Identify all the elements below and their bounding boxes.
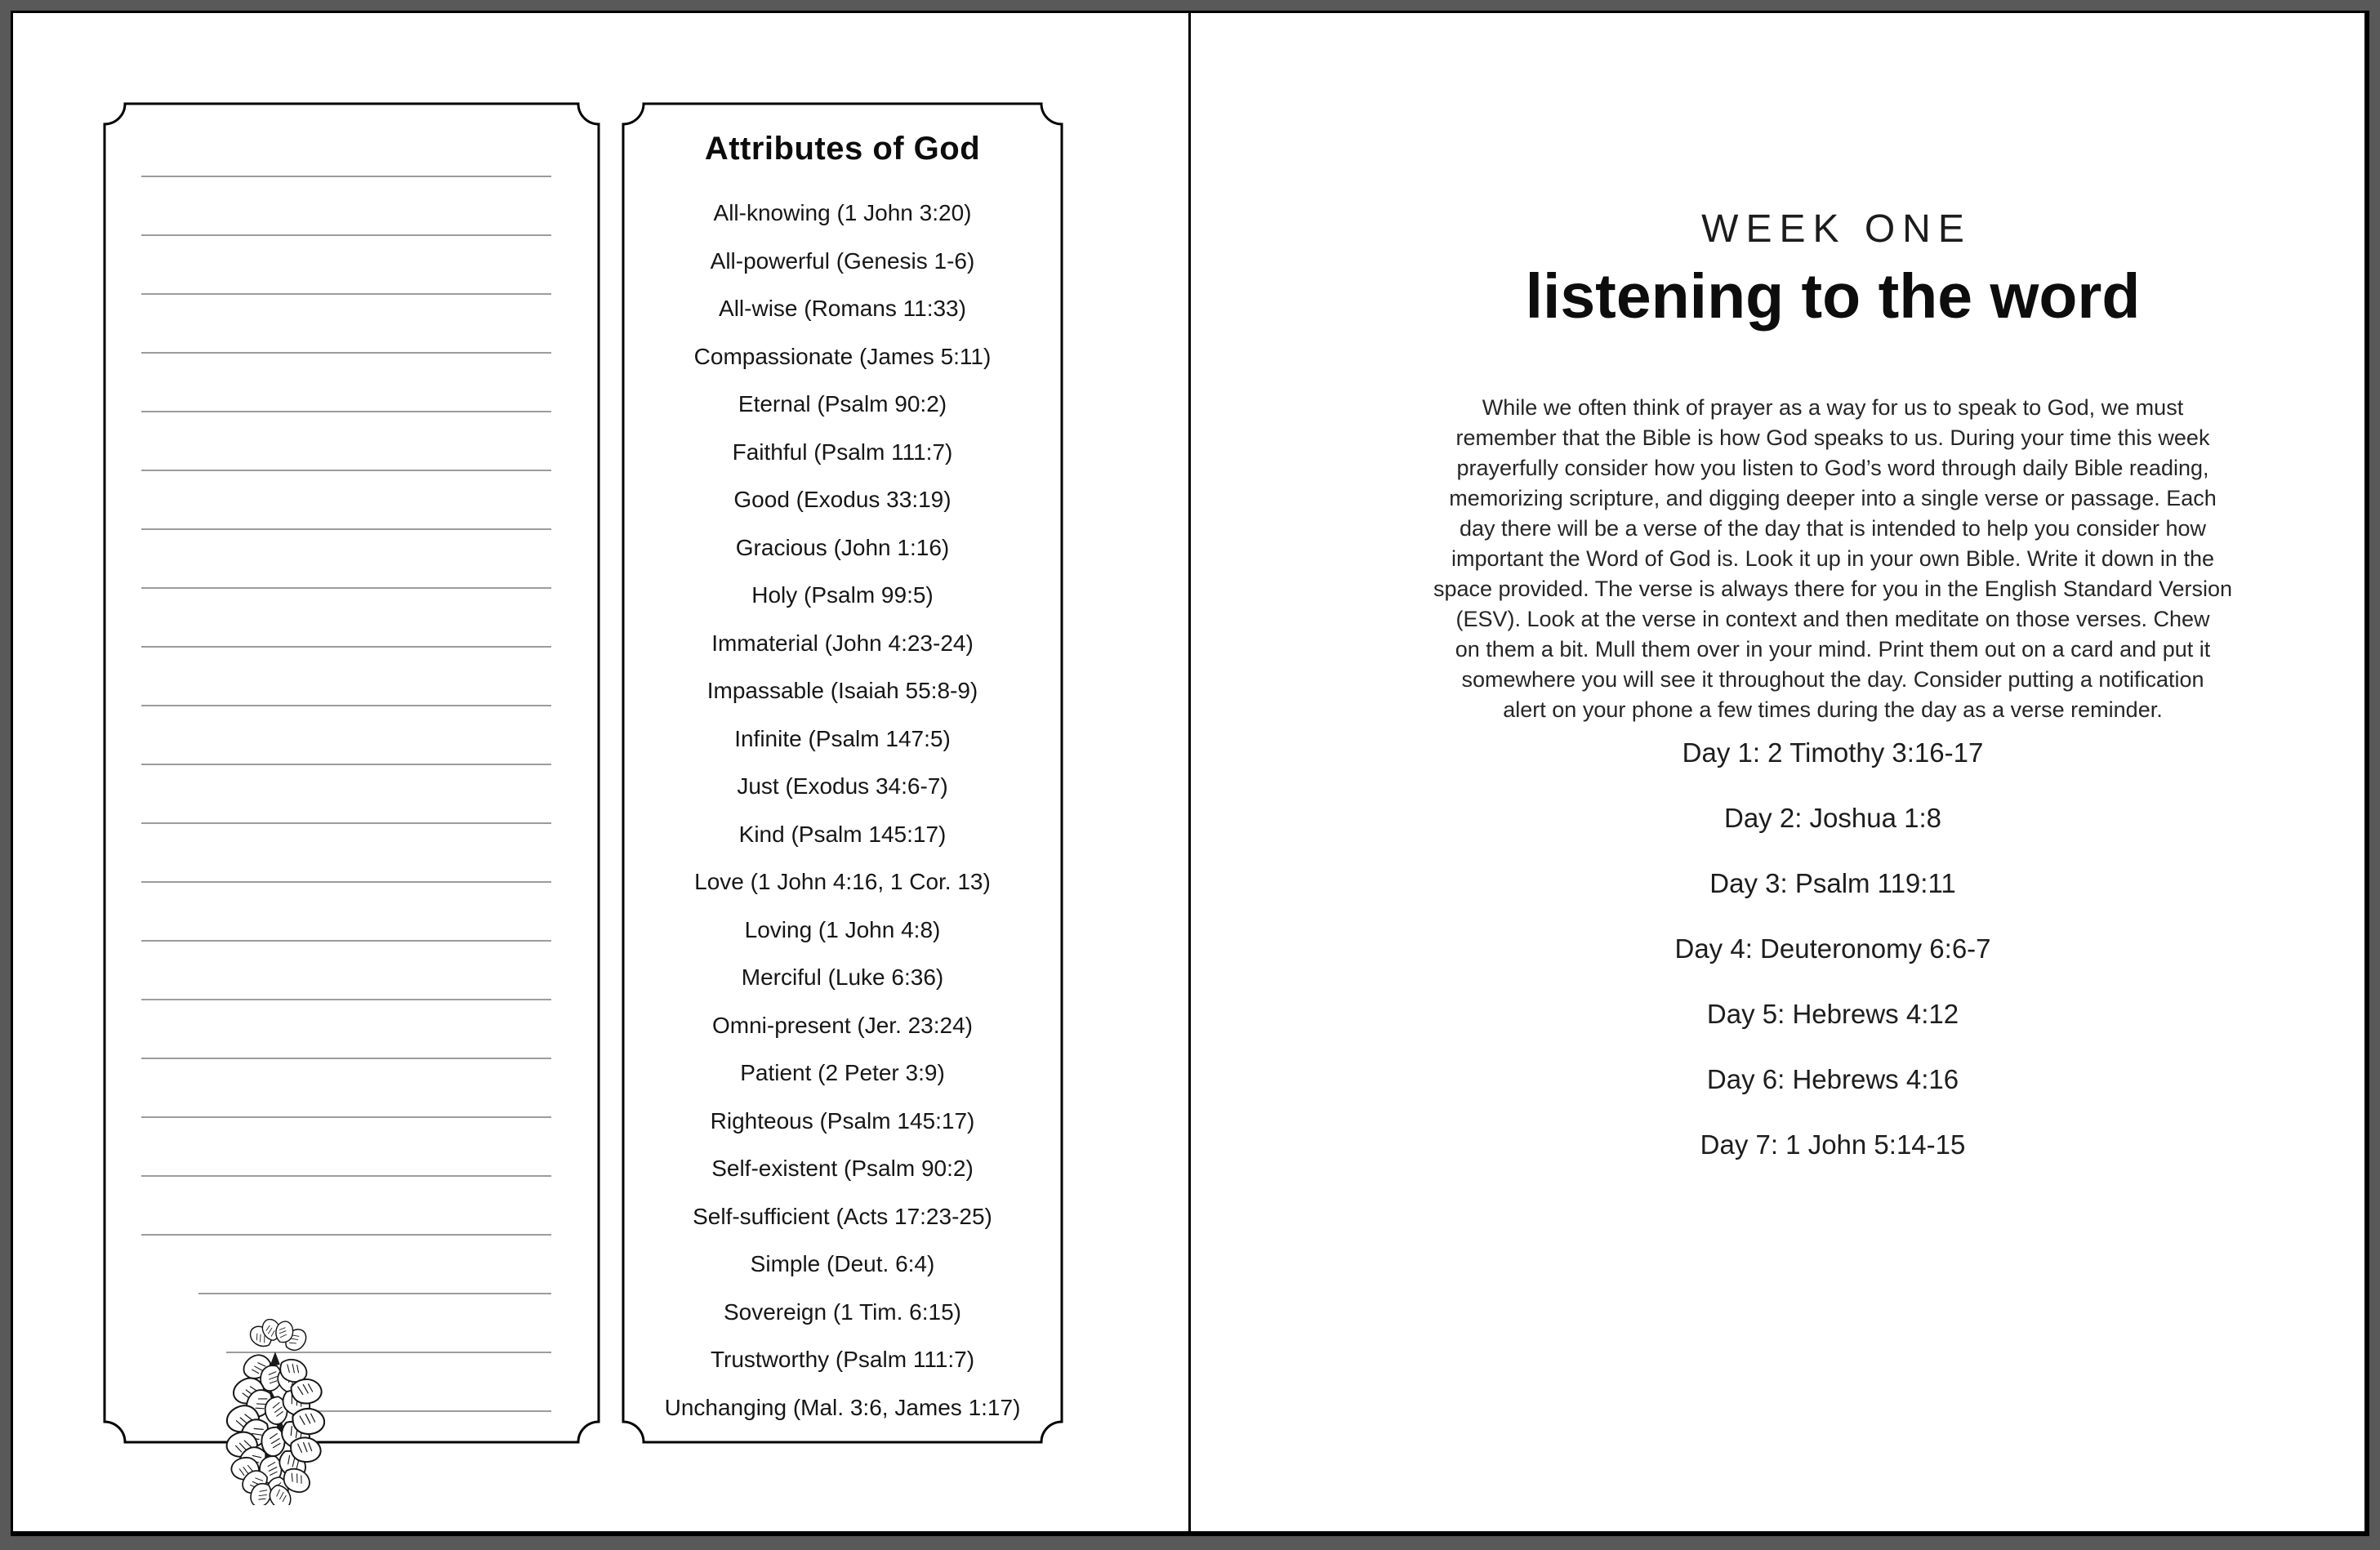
- attribute-item: All-wise (Romans 11:33): [719, 296, 966, 322]
- attribute-item: Immaterial (John 4:23-24): [711, 630, 974, 656]
- day-item: Day 5: Hebrews 4:12: [1706, 999, 1959, 1029]
- ruled-line: [141, 881, 551, 940]
- attribute-item: Merciful (Luke 6:36): [741, 964, 944, 991]
- day-item: Day 3: Psalm 119:11: [1709, 868, 1956, 898]
- intro-line: (ESV). Look at the verse in context and then meditate on those verses. Chew: [1455, 607, 2210, 631]
- ruled-line: [141, 1058, 551, 1116]
- ruled-line: [141, 705, 551, 764]
- ruled-line: [141, 293, 551, 352]
- attribute-item: All-powerful (Genesis 1-6): [710, 247, 975, 274]
- ruled-line: [141, 470, 551, 528]
- attribute-item: Unchanging (Mal. 3:6, James 1:17): [664, 1394, 1021, 1420]
- intro-line: space provided. The verse is always there for you in the English Standard Version: [1433, 577, 2233, 601]
- ruled-line: [141, 411, 551, 470]
- intro-line: prayerfully consider how you listen to God’s word through daily Bible reading,: [1456, 456, 2209, 480]
- attribute-item: All-knowing (1 John 3:20): [713, 200, 972, 226]
- pinecone-illustration: [212, 1319, 325, 1505]
- ruled-line: [141, 940, 551, 999]
- attribute-item: Patient (2 Peter 3:9): [740, 1060, 945, 1086]
- day-item: Day 1: 2 Timothy 3:16-17: [1682, 737, 1984, 768]
- intro-line: remember that the Bible is how God speaks to us. During your time this week: [1455, 425, 2210, 450]
- notes-panel: [105, 104, 599, 1442]
- attribute-item: Simple (Deut. 6:4): [750, 1251, 935, 1277]
- attribute-item: Gracious (John 1:16): [735, 534, 950, 560]
- intro-line: While we often think of prayer as a way for us to speak to God, we must: [1482, 395, 2184, 420]
- attribute-item: Eternal (Psalm 90:2): [738, 391, 947, 417]
- book-spread: [11, 11, 2369, 1536]
- attribute-item: Impassable (Isaiah 55:8-9): [706, 678, 978, 704]
- attribute-item: Love (1 John 4:16, 1 Cor. 13): [694, 869, 991, 895]
- ruled-line: [141, 176, 551, 234]
- attribute-item: Self-existent (Psalm 90:2): [711, 1156, 974, 1182]
- ruled-lines: [141, 176, 551, 1469]
- ruled-line: [141, 528, 551, 587]
- attribute-item: Sovereign (1 Tim. 6:15): [723, 1298, 962, 1325]
- attribute-item: Faithful (Psalm 111:7): [732, 439, 953, 465]
- attribute-item: Righteous (Psalm 145:17): [710, 1107, 975, 1134]
- attributes-title: Attributes of God: [704, 131, 981, 167]
- intro-line: important the Word of God is. Look it up in your own Bible. Write it down in the: [1451, 546, 2214, 571]
- attribute-item: Compassionate (James 5:11): [693, 343, 992, 369]
- attributes-list: [623, 189, 1062, 1432]
- intro-line: somewhere you will see it throughout the day. Consider putting a notification: [1461, 667, 2204, 692]
- day-item: Day 6: Hebrews 4:16: [1706, 1064, 1959, 1094]
- attribute-item: Good (Exodus 33:19): [733, 487, 952, 513]
- page-gutter-divider: [1188, 13, 1191, 1531]
- ruled-line: [141, 1116, 551, 1175]
- page-title: listening to the word: [1525, 261, 2141, 332]
- ruled-line: [141, 587, 551, 646]
- ruled-line: [141, 352, 551, 411]
- day-item: Day 7: 1 John 5:14-15: [1700, 1129, 1966, 1160]
- ruled-line: [141, 1234, 551, 1293]
- ruled-line: [141, 646, 551, 705]
- intro-line: on them a bit. Mull them over in your mind. Print them out on a card and put it: [1455, 637, 2211, 661]
- ruled-line: [141, 822, 551, 881]
- attribute-item: Holy (Psalm 99:5): [751, 582, 934, 608]
- attribute-item: Loving (1 John 4:8): [744, 916, 941, 942]
- attribute-item: Omni-present (Jer. 23:24): [711, 1012, 974, 1038]
- attribute-item: Kind (Psalm 145:17): [738, 821, 947, 847]
- day-item: Day 2: Joshua 1:8: [1724, 803, 1941, 833]
- week-one-page: [1379, 13, 2286, 1178]
- attribute-item: Self-sufficient (Acts 17:23-25): [693, 1203, 992, 1229]
- intro-paragraph: [1379, 393, 2286, 725]
- attribute-item: Just (Exodus 34:6-7): [737, 773, 948, 799]
- attribute-item: Infinite (Psalm 147:5): [734, 725, 951, 751]
- ruled-line: [141, 764, 551, 822]
- ruled-line: [141, 999, 551, 1058]
- day-item: Day 4: Deuteronomy 6:6-7: [1674, 933, 1991, 964]
- intro-line: memorizing scripture, and digging deeper into a single verse or passage. Each: [1449, 486, 2217, 510]
- attributes-panel: [623, 104, 1062, 1442]
- week-label: WEEK ONE: [1701, 207, 1972, 251]
- ruled-line: [141, 1175, 551, 1234]
- intro-line: day there will be a verse of the day that is intended to help you consider how: [1459, 516, 2207, 541]
- attribute-item: Trustworthy (Psalm 111:7): [710, 1347, 975, 1373]
- ruled-line: [141, 234, 551, 293]
- day-list: [1379, 720, 2286, 1178]
- intro-line: alert on your phone a few times during the day as a verse reminder.: [1503, 697, 2163, 722]
